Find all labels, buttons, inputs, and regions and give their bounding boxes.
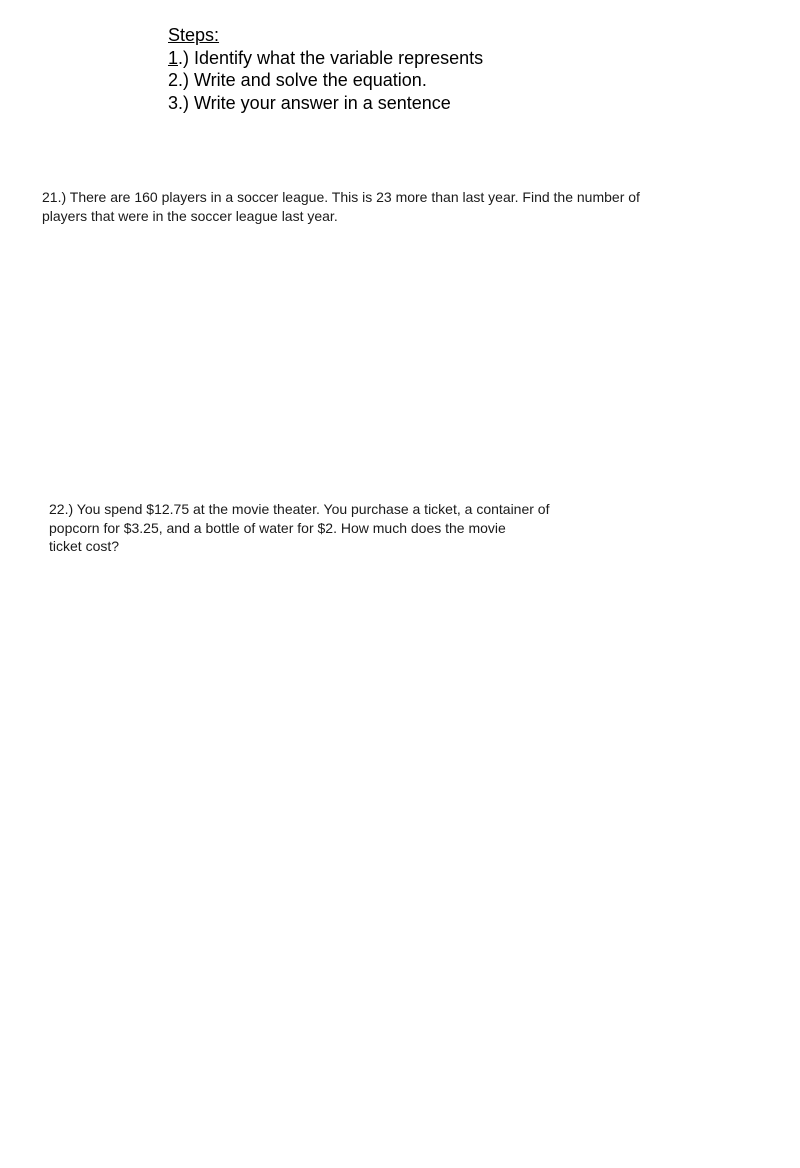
problem-21 [42, 188, 640, 225]
problem-21-line-2: players that were in the soccer league last year. [42, 207, 338, 224]
step-1 [168, 47, 483, 70]
step-1-text: .) Identify what the variable represents [178, 47, 484, 68]
steps-heading: Steps: [168, 25, 220, 45]
step-2: 2.) Write and solve the equation. [168, 70, 427, 90]
problem-22 [49, 500, 549, 556]
step-3: 3.) Write your answer in a sentence [168, 92, 451, 113]
problem-21-line-1: 21.) There are 160 players in a soccer league. This is 23 more than last year. Find the number of [42, 189, 640, 205]
steps-block [168, 24, 483, 114]
problem-22-line-3: ticket cost? [49, 538, 120, 554]
problem-22-line-2: popcorn for $3.25, and a bottle of water for $2. How much does the movie [49, 519, 506, 536]
step-1-number: 1 [168, 47, 179, 68]
problem-22-line-1: 22.) You spend $12.75 at the movie theater. You purchase a ticket, a container of [49, 501, 550, 517]
